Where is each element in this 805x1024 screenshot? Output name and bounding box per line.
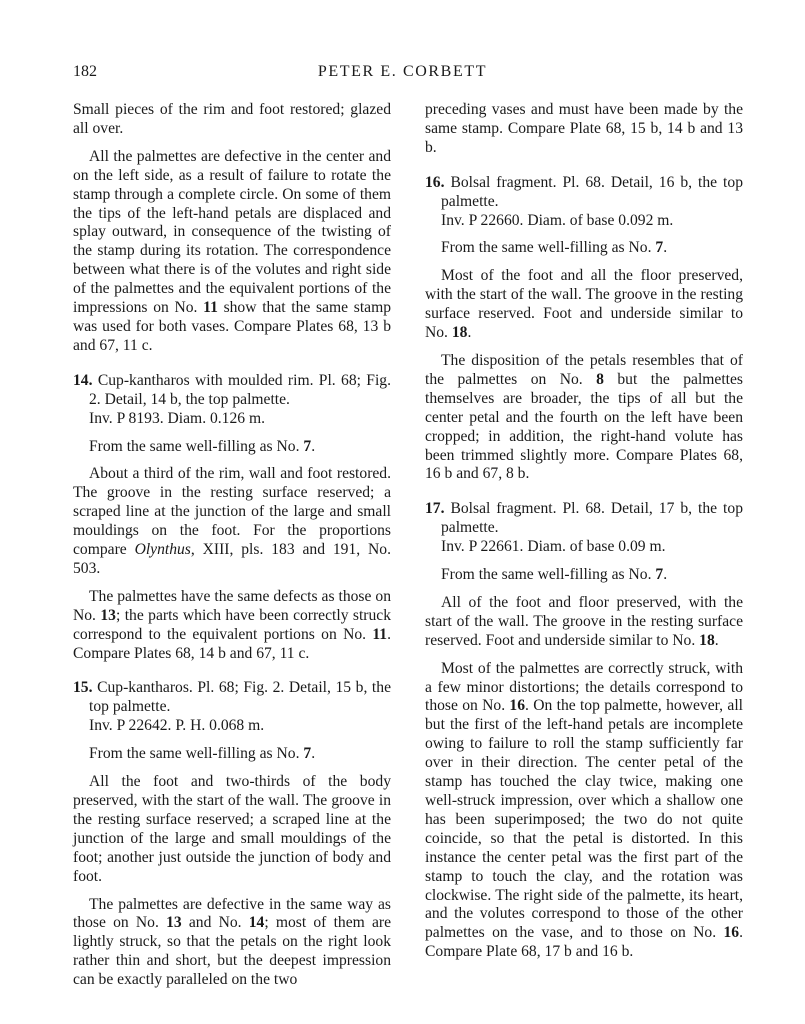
- paragraph: All the foot and two-thirds of the body preserved, with the start of the wall. The groove in the resting surface reserved; a scraped line at the junction of the large and small mouldings of the foot; another just outside the junction of body and foot.: [73, 773, 391, 885]
- running-head: PETER E. CORBETT: [317, 63, 488, 80]
- paragraph: About a third of the rim, wall and foot restored. The groove in the resting surface reserved; a scraped line at the junction of the large and small mouldings on the foot. For the proportions compare Olynthus, XIII, pls. 183 and 191, No. 503.: [73, 465, 392, 577]
- entry-heading-16: 16. Bolsal fragment. Pl. 68. Detail, 16 b, the top palmette.: [425, 173, 743, 210]
- inventory-line: Inv. P 22642. P. H. 0.068 m.: [89, 717, 265, 735]
- paragraph: All the palmettes are defective in the center and on the left side, as a result of failure to rotate the stamp through a complete circle. On some of them the tips of the left-hand petals are displaced and splay outward, in consequence of the twisting of the stamp during its rotation. The correspondence between what there is of the volutes and right side of the palmettes and the equivalent portions of the impressions on No. 11 show that the same stamp was used for both vases. Compare Plates 68, 13 b and 67, 11 c.: [73, 147, 391, 354]
- left-column: [73, 101, 391, 990]
- provenance-line: From the same well-filling as No. 7.: [441, 239, 668, 257]
- paragraph: Small pieces of the rim and foot restored; glazed all over.: [73, 101, 391, 137]
- paragraph: All of the foot and floor preserved, with the start of the wall. The groove in the resting surface reserved. Foot and underside similar to No. 18.: [425, 593, 743, 649]
- entry-heading-14: 14. Cup-kantharos with moulded rim. Pl. 68; Fig. 2. Detail, 14 b, the top palmette.: [73, 371, 391, 408]
- paragraph: The palmettes are defective in the same way as those on No. 13 and No. 14; most of them are lightly struck, so that the petals on the right look rather thin and short, but the deepest impression can be exactly paralleled on the two: [73, 895, 391, 989]
- paragraph: The palmettes have the same defects as those on No. 13; the parts which have been correctly struck correspond to the equivalent portions on No. 11. Compare Plates 68, 14 b and 67, 11 c.: [73, 587, 392, 662]
- provenance-line: From the same well-filling as No. 7.: [89, 437, 316, 455]
- entry-heading-17: 17. Bolsal fragment. Pl. 68. Detail, 17 b, the top palmette.: [425, 500, 743, 537]
- page-number: 182: [73, 63, 97, 80]
- entry-heading-15: 15. Cup-kantharos. Pl. 68; Fig. 2. Detail, 15 b, the top palmette.: [73, 679, 391, 716]
- paragraph: The disposition of the petals resembles that of the palmettes on No. 8 but the palmettes themselves are broader, the tips of all but the center petal and the fourth on the left have been cropped; in addition, the right-hand volute has been trimmed slightly more. Compare Plates 68, 16 b and 67, 8 b.: [425, 351, 743, 483]
- paragraph: Most of the foot and all the floor preserved, with the start of the wall. The groove in the resting surface reserved. Foot and underside similar to No. 18.: [425, 267, 743, 342]
- paragraph: preceding vases and must have been made by the same stamp. Compare Plate 68, 15 b, 14 b and 13 b.: [425, 101, 743, 156]
- provenance-line: From the same well-filling as No. 7.: [441, 566, 668, 584]
- inventory-line: Inv. P 8193. Diam. 0.126 m.: [89, 409, 266, 427]
- paragraph: Most of the palmettes are correctly struck, with a few minor distortions; the details correspond to those on No. 16. On the top palmette, however, all but the first of the left-hand petals are incomplete owing to failure to roll the stamp sufficiently far over in their direction. The center petal of the stamp has touched the clay twice, making one well-struck impression, over which a shallow one has been superimposed; the two do not quite coincide, so that the petal is distorted. In this instance the center petal was the first part of the stamp to touch the clay, and the rotation was clockwise. The right side of the palmette, its heart, and the volutes correspond to those of the other palmettes on the vase, and to those on No. 16. Compare Plate 68, 17 b and 16 b.: [425, 659, 743, 961]
- inventory-line: Inv. P 22660. Diam. of base 0.092 m.: [441, 211, 674, 229]
- inventory-line: Inv. P 22661. Diam. of base 0.09 m.: [441, 538, 666, 556]
- provenance-line: From the same well-filling as No. 7.: [89, 745, 316, 763]
- right-column: [425, 101, 743, 962]
